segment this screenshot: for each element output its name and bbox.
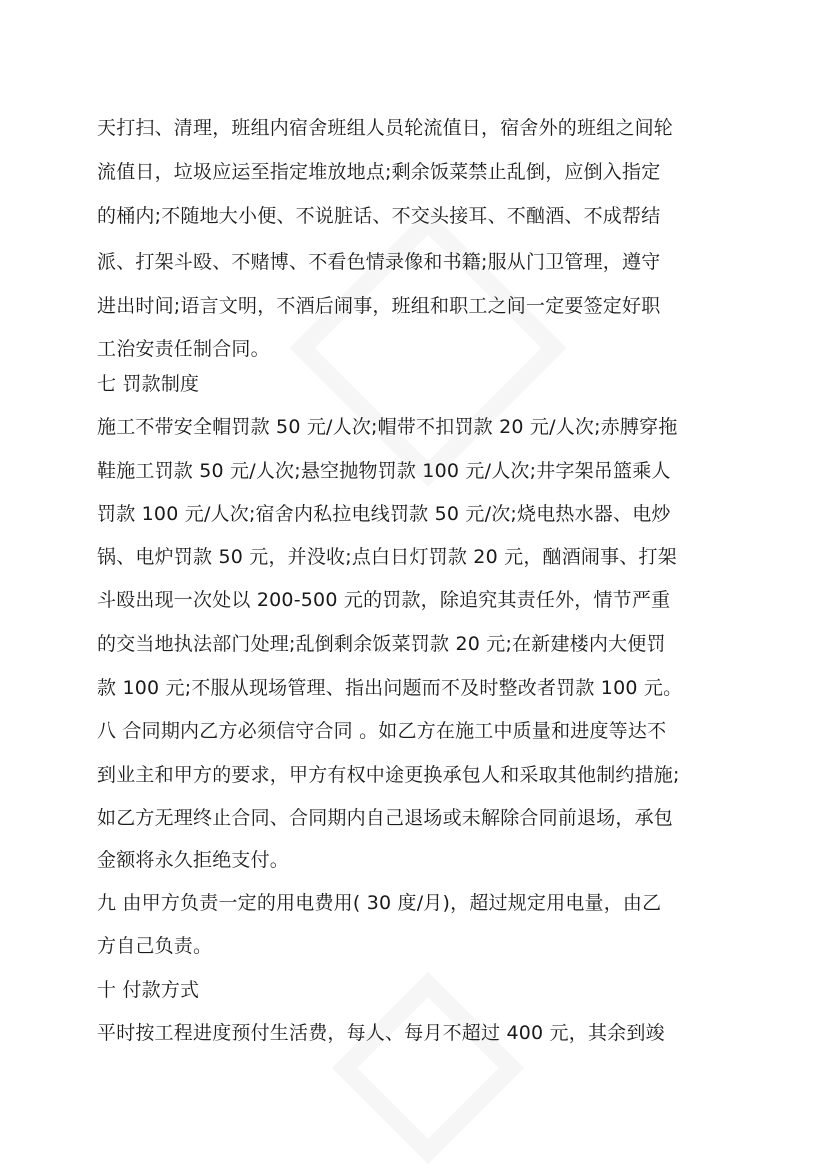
text-line: 的交当地执法部门处理;乱倒剩余饭菜罚款 20 元;在新建楼内大便罚: [97, 633, 666, 655]
text-line: 鞋施工罚款 50 元/人次;悬空抛物罚款 100 元/人次;井字架吊篮乘人: [97, 460, 671, 482]
text-line: 到业主和甲方的要求，甲方有权中途更换承包人和采取其他制约措施;: [97, 764, 680, 786]
text-line: 派、打架斗殴、不赌博、不看色情录像和书籍;服从门卫管理，遵守: [97, 251, 661, 273]
text-line: 天打扫、清理，班组内宿舍班组人员轮流值日，宿舍外的班组之间轮: [97, 117, 674, 139]
section-heading: 九 由甲方负责一定的用电费用( 30 度/月)，超过规定用电量，由乙: [97, 892, 662, 914]
text-line: 工治安责任制合同。: [97, 338, 270, 360]
text-line: 款 100 元;不服从现场管理、指出问题而不及时整改者罚款 100 元。: [97, 677, 683, 699]
text-line: 锅、电炉罚款 50 元，并没收;点白日灯罚款 20 元，酗酒闹事、打架: [97, 546, 677, 568]
text-line: 进出时间;语言文明，不酒后闹事，班组和职工之间一定要签定好职: [97, 295, 661, 317]
text-line: 的桶内;不随地大小便、不说脏话、不交头接耳、不酗酒、不成帮结: [97, 205, 661, 227]
text-line: 方自己负责。: [97, 935, 213, 957]
section-heading: 七 罚款制度: [97, 373, 200, 395]
text-line: 施工不带安全帽罚款 50 元/人次;帽带不扣罚款 20 元/人次;赤膊穿拖: [97, 416, 678, 438]
section-heading: 八 合同期内乙方必须信守合同 。如乙方在施工中质量和进度等达不: [97, 720, 667, 742]
text-line: 斗殴出现一次处以 200-500 元的罚款，除追究其责任外，情节严重: [97, 589, 671, 611]
text-line: 流值日，垃圾应运至指定堆放地点;剩余饭菜禁止乱倒，应倒入指定: [97, 161, 661, 183]
text-line: 如乙方无理终止合同、合同期内自己退场或未解除合同前退场，承包: [97, 807, 674, 829]
section-heading: 十 付款方式: [97, 979, 200, 1001]
text-line: 罚款 100 元/人次;宿舍内私拉电线罚款 50 元/次;烧电热水器、电炒: [97, 503, 671, 525]
text-line: 平时按工程进度预付生活费，每人、每月不超过 400 元，其余到竣: [97, 1022, 665, 1044]
text-line: 金额将永久拒绝支付。: [97, 849, 290, 871]
watermark: [332, 972, 524, 1164]
